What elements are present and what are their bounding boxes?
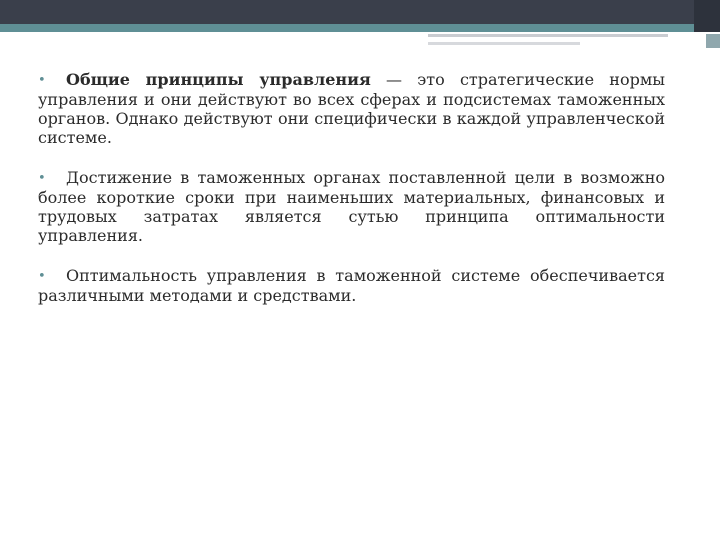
paragraph-text: Оптимальность управления в таможенной системе обеспечивается различными методами и средствами.	[38, 266, 665, 305]
paragraph-optimality-methods	[38, 266, 665, 305]
header-band-accent	[0, 24, 720, 32]
header-corner-square	[706, 34, 720, 48]
bullet-icon: •	[38, 269, 46, 284]
header-corner-block	[694, 0, 720, 32]
bullet-icon: •	[38, 73, 46, 88]
paragraph-general-principles	[38, 70, 665, 147]
header-band-dark	[0, 0, 720, 24]
paragraph-text: — это стратегические нормы управления и они действуют во всех сферах и подсистемах таможенных органов. Однако действуют они специфически в каждой управленческой системе.	[38, 70, 666, 147]
header-rule-long	[428, 34, 668, 37]
paragraph-text: Достижение в таможенных органах поставленной цели в возможно более короткие сроки при наименьших материальных, финансовых и трудовых затратах является сутью принципа оптимальности управления.	[38, 168, 665, 245]
slide-body	[38, 70, 665, 326]
paragraph-lead-bold: Общие принципы управления	[66, 70, 371, 89]
paragraph-optimality-essence	[38, 168, 665, 245]
header-rule-short	[428, 42, 580, 45]
bullet-icon: •	[38, 171, 46, 186]
